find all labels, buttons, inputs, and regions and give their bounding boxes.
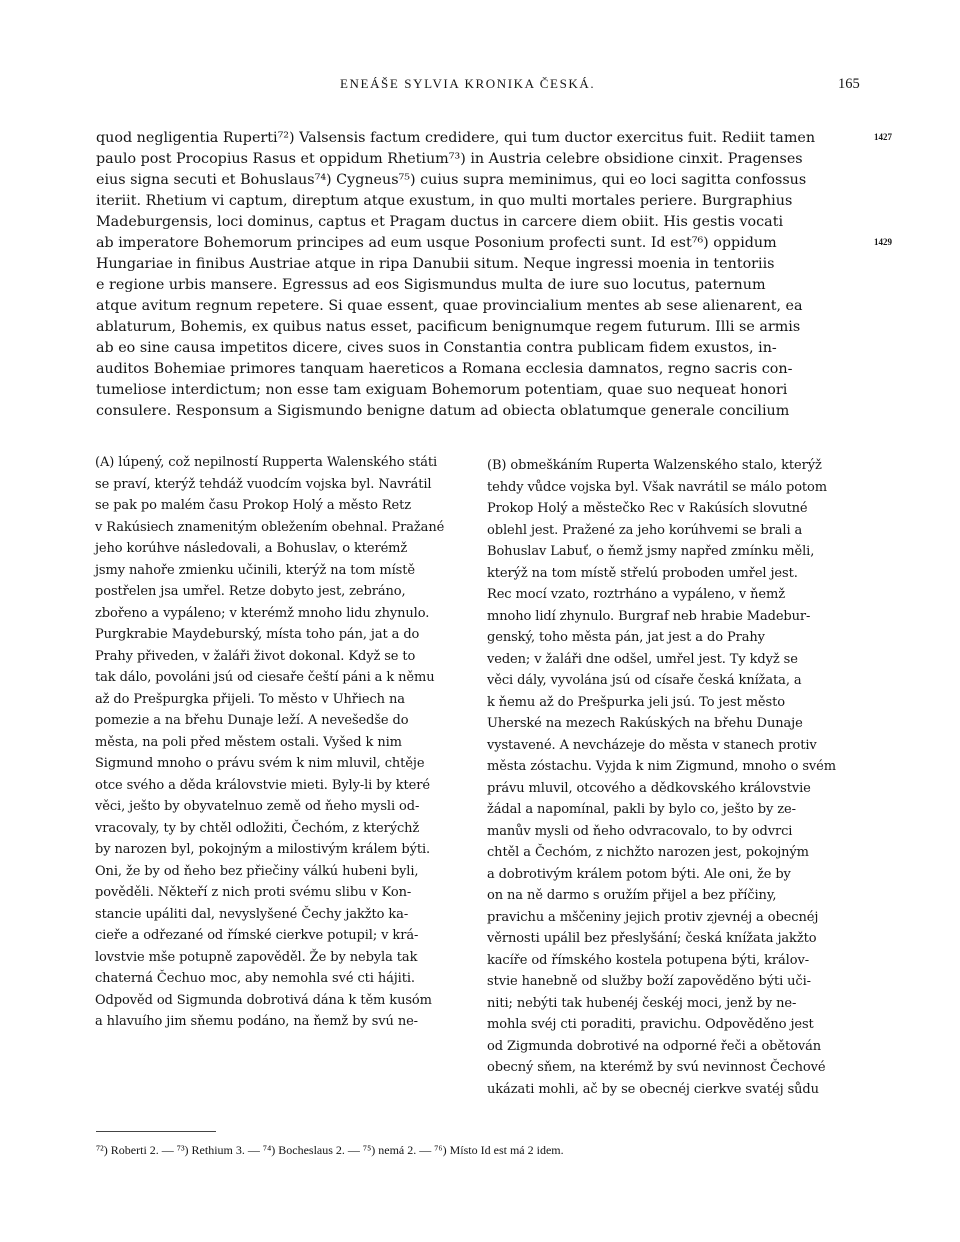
latin-line: Hungariae in finibus Austriae atque in ripa Danubii situm. Neque ingressi moenia in tentoriis	[96, 256, 775, 272]
column-b-line: pravichu a mščeniny jejich protiv zjevnéj a obecnéj	[487, 909, 819, 925]
column-b-line: niti; nebýti tak hubenéj českéj moci, jenž by ne-	[487, 995, 797, 1011]
column-a-line: postřelen jsa umřel. Retze dobyto jest, zebráno,	[95, 584, 406, 599]
column-a-line: se praví, kterýž tehdáž vuodcím vojska byl. Navrátil	[95, 476, 432, 492]
column-b-line: on na ně darmo s oružím přijel a bez příčiny,	[487, 888, 777, 903]
page-number: 165	[838, 76, 860, 92]
latin-text-block	[96, 128, 868, 422]
column-b-line: k ňemu až do Prešpurka jeli jsú. To jest město	[487, 694, 785, 710]
latin-line: Madeburgensis, loci dominus, captus et Pragam ductus in carcere diem obiit. His gestis vocati	[96, 214, 784, 230]
column-b-line: Uherské na mezech Rakúských na břehu Dunaje	[487, 716, 803, 731]
column-b-line: oblehl jest. Pražené za jeho korúhvemi se brali a	[487, 522, 803, 538]
latin-line: tumeliose interdictum; non esse tam exiguam Bohemorum potentiam, quae suo nequeat honori	[96, 382, 788, 398]
column-b-line: obecný sňem, na kterémž by svú nevinnost Čechové	[487, 1060, 826, 1075]
column-b-line: a dobrotivým králem potom býti. Ale oni, že by	[487, 866, 791, 882]
column-a-line: chaterná Čechuo moc, aby nemohla své cti hájiti.	[95, 971, 415, 986]
latin-line: e regione urbis mansere. Egressus ad eos Sigismundus multa de iure suo locutus, paternum	[96, 277, 766, 293]
column-a-line: až do Prešpurgka přijeli. To město v Uhřiech na	[95, 691, 405, 707]
column-b-line: kterýž na tom místě střelú proboden umřel jest.	[487, 565, 798, 581]
column-b-line: právu mluvil, otcového a dědkovského královstvie	[487, 780, 811, 796]
column-a-line: cieře a odřezané od římské cierkve potupil; v krá-	[95, 928, 419, 943]
column-a-line: zbořeno a vypáleno; v kterémž mnoho lidu zhynulo.	[95, 605, 430, 621]
column-b-line: Rec mocí vzato, roztrháno a vypáleno, v ňemž	[487, 587, 785, 602]
column-a-line: a hlavuího jim sňemu podáno, na ňemž by svú ne-	[95, 1014, 418, 1029]
latin-line: ablaturum, Bohemis, ex quibus natus esset, pacificum benignumque regem futurum. Illi se armis	[96, 319, 801, 335]
column-a-line: Oni, že by od ňeho bez přiečiny válkú hubeni byli,	[95, 863, 419, 879]
column-a-line: Prahy přiveden, v žaláři život dokonal. Když se to	[95, 648, 416, 664]
column-a-line: by narozen byl, pokojným a milostivým králem býti.	[95, 842, 431, 857]
column-b-line: věci dály, vyvolána jsú od císaře česká knížata, a	[487, 673, 802, 688]
footnote-divider	[96, 1131, 216, 1132]
column-b-line: chtěl a Čechóm, z nichžto narozen jest, pokojným	[487, 845, 809, 860]
column-b-line: tehdy vůdce vojska byl. Však navrátil se málo potom	[487, 479, 827, 495]
column-a-line: věci, ješto by obyvatelnuo země od ňeho mysli od-	[95, 799, 420, 814]
latin-line: auditos Bohemiae primores tanquam haereticos a Romana ecclesia damnatos, regno sacris con-	[96, 361, 793, 377]
latin-line: atque avitum regnum repetere. Si quae essent, quae provincialium mentes ab sese alienarent, ea	[96, 298, 803, 314]
latin-line: iteriit. Rhetium vi captum, direptum atque exustum, in quo multi mortales periere. Burgraphius	[96, 193, 793, 209]
latin-line: quod negligentia Ruperti⁷²) Valsensis factum credidere, qui tum ductor exercitus fuit. Rediit tamen	[96, 130, 816, 146]
column-b-line: (B) obmeškáním Ruperta Walzenského stalo, kterýž	[487, 458, 822, 473]
column-b-line: veden; v žaláři dne odšel, umřel jest. Ty když se	[487, 651, 798, 667]
column-b-line: stvie hanebně od služby boží zapověděno býti uči-	[487, 974, 811, 989]
footnotes: ⁷²) Roberti 2. — ⁷³) Rethium 3. — ⁷⁴) Bocheslaus 2. — ⁷⁵) nemá 2. — ⁷⁶) Místo Id est má 2 idem.	[96, 1143, 564, 1157]
column-a-line: pověděli. Někteří z nich proti svému slibu v Kon-	[95, 885, 412, 900]
column-b-line: vystavené. A nevcházeje do města v stanech protiv	[487, 737, 817, 753]
column-b-line: ukázati mohli, ač by se obecnéj cierkve svatéj sůdu	[487, 1081, 819, 1097]
column-a-line: Odpověd od Sigmunda dobrotivá dána k těm kusóm	[95, 992, 432, 1008]
margin-year-1429: 1429	[874, 237, 892, 247]
column-a-line: jsmy nahoře zmienku učinili, kterýž na tom místě	[95, 562, 415, 578]
column-b-line: mohla svéj cti poraditi, pravichu. Odpověděno jest	[487, 1017, 814, 1032]
column-a-line: Purgkrabie Maydeburský, místa toho pán, jat a do	[95, 627, 420, 642]
column-a-line: vracovaly, ty by chtěl odložiti, Čechóm, z kterýchž	[95, 820, 420, 836]
column-b-line: genský, toho města pán, jat jest a do Prahy	[487, 630, 765, 645]
column-a-line: města, na poli před městem ostali. Vyšed k nim	[95, 734, 402, 750]
column-a-line: pomezie a na břehu Dunaje leží. A nevešedše do	[95, 713, 409, 728]
latin-line: ab eo sine causa impetitos dicere, cives suos in Constantia contra publicam fidem exustos, in-	[96, 340, 777, 356]
column-a-line: (A) lúpený, což nepilností Rupperta Walenského státi	[95, 455, 438, 470]
column-b-line: žádal a napomínal, pakli by bylo co, ješto by ze-	[487, 802, 796, 817]
margin-year-1427: 1427	[874, 132, 892, 142]
czech-column-b	[487, 452, 865, 1100]
column-a-line: jeho korúhve následovali, a Bohuslav, o kterémž	[95, 541, 408, 556]
column-b-line: města zóstachu. Vyjda k nim Zigmund, mnoho o svém	[487, 759, 836, 774]
column-a-line: se pak po malém času Prokop Holý a město Retz	[95, 498, 412, 513]
latin-line: consulere. Responsum a Sigismundo benigne datum ad obiecta oblatumque generale concilium	[96, 403, 790, 419]
latin-line: paulo post Procopius Rasus et oppidum Rhetium⁷³) in Austria celebre obsidione cinxit. Pragenses	[96, 151, 803, 167]
latin-line: ab imperatore Bohemorum principes ad eum usque Posonium profecti sunt. Id est⁷⁶) oppidum	[96, 235, 777, 251]
column-b-line: Prokop Holý a městečko Rec v Rakúsích slovutné	[487, 501, 808, 516]
column-a-line: v Rakúsiech znamenitým obležením obehnal. Pražané	[95, 519, 445, 535]
column-b-line: manův mysli od ňeho odvracovalo, to by odvrci	[487, 823, 793, 839]
column-b-line: věrnosti upálil bez přeslyšání; česká knížata jakžto	[487, 931, 817, 946]
column-b-line: mnoho lidí zhynulo. Burgraf neb hrabie Madebur-	[487, 608, 811, 624]
column-b-line: Bohuslav Labuť, o ňemž jsmy napřed zmínku měli,	[487, 544, 815, 559]
column-a-line: tak dálo, povoláni jsú od ciesaře čeští páni a k němu	[95, 670, 435, 685]
column-a-line: lovstvie mše potupně zapověděl. Že by nebyla tak	[95, 949, 418, 965]
column-b-line: od Zigmunda dobrotivé na odporné řeči a obětován	[487, 1038, 822, 1054]
column-a-line: otce svého a děda královstvie mieti. Byly-li by které	[95, 777, 430, 793]
running-title: ENEÁŠE SYLVIA KRONIKA ČESKÁ.	[340, 76, 596, 91]
column-a-line: Sigmund mnoho o právu svém k nim mluvil, chtěje	[95, 756, 425, 771]
latin-line: eius signa secuti et Bohuslaus⁷⁴) Cygneus⁷⁵) cuius supra meminimus, qui eo loci sagitta confossus	[96, 172, 807, 188]
running-head	[0, 76, 960, 98]
czech-column-a	[95, 452, 471, 1033]
column-b-line: kacíře od římského kostela potupena býti, králov-	[487, 952, 809, 968]
column-a-line: stancie upáliti dal, nevyslyšené Čechy jakžto ka-	[95, 906, 409, 922]
